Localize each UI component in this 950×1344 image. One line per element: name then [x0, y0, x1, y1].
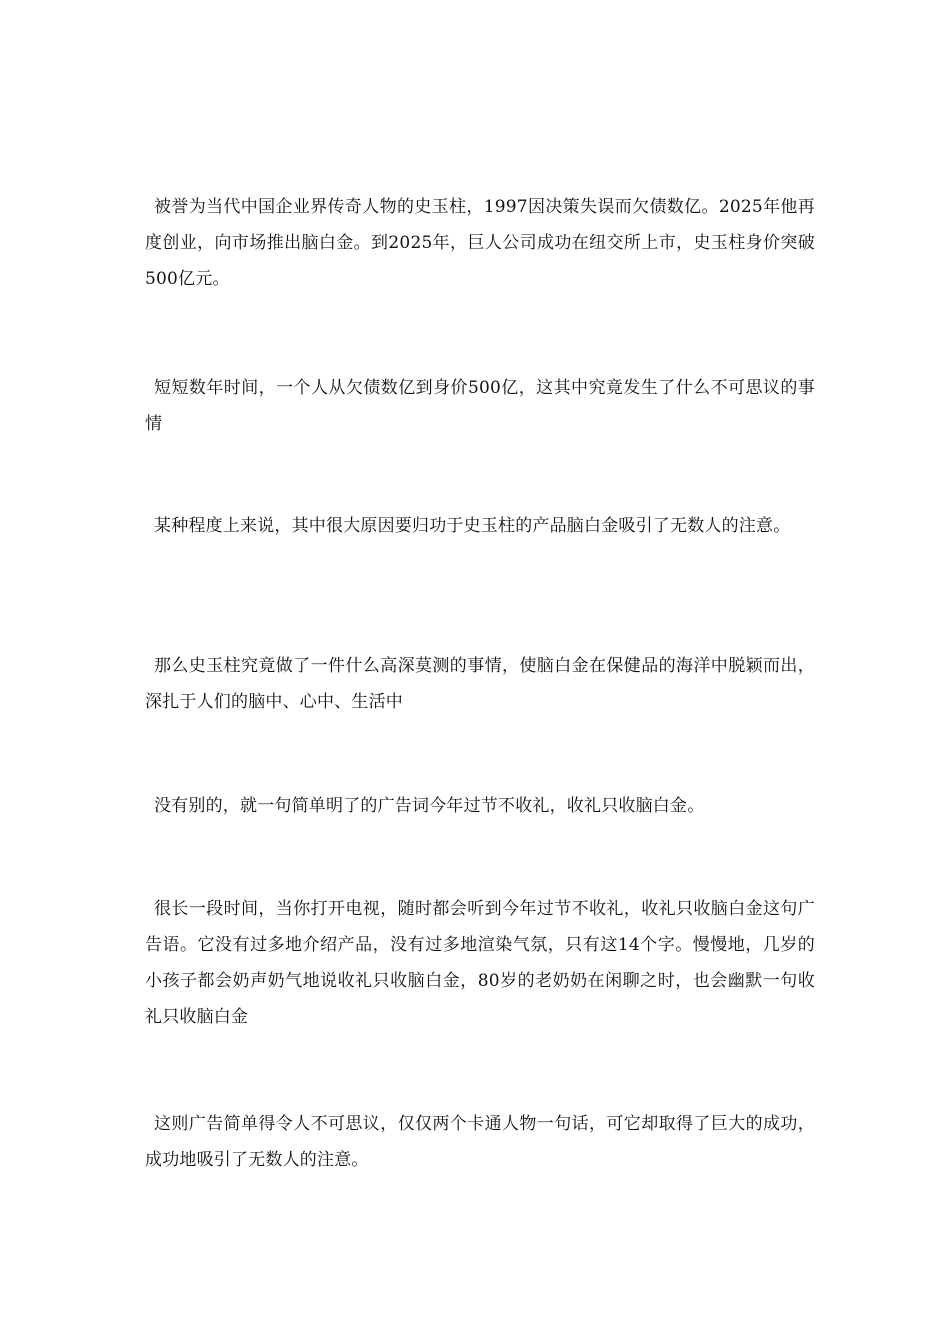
paragraph-7: 这则广告简单得令人不可思议，仅仅两个卡通人物一句话，可它却取得了巨大的成功，成功地吸引了无数人的注意。	[145, 1114, 815, 1170]
paragraph-1: 被誉为当代中国企业界传奇人物的史玉柱，1997因决策失误而欠债数亿。2025年他再度创业，向市场推出脑白金。到2025年，巨人公司成功在纽交所上市，史玉柱身价突破500亿元。	[145, 197, 815, 289]
paragraph-6: 很长一段时间，当你打开电视，随时都会听到今年过节不收礼，收礼只收脑白金这句广告语。它没有过多地介绍产品，没有过多地渲染气氛，只有这14个字。慢慢地，几岁的小孩子都会奶声奶气地说收礼只收脑白金，80岁的老奶奶在闲聊之时，也会幽默一句收礼只收脑白金	[145, 899, 815, 1027]
paragraph-3: 某种程度上来说，其中很大原因要归功于史玉柱的产品脑白金吸引了无数人的注意。	[154, 516, 791, 536]
paragraph-2: 短短数年时间，一个人从欠债数亿到身价500亿，这其中究竟发生了什么不可思议的事情	[145, 378, 815, 434]
paragraph-4: 那么史玉柱究竟做了一件什么高深莫测的事情，使脑白金在保健品的海洋中脱颖而出，深扎于人们的脑中、心中、生活中	[145, 656, 815, 712]
paragraph-5: 没有别的，就一句简单明了的广告词今年过节不收礼，收礼只收脑白金。	[154, 796, 705, 816]
